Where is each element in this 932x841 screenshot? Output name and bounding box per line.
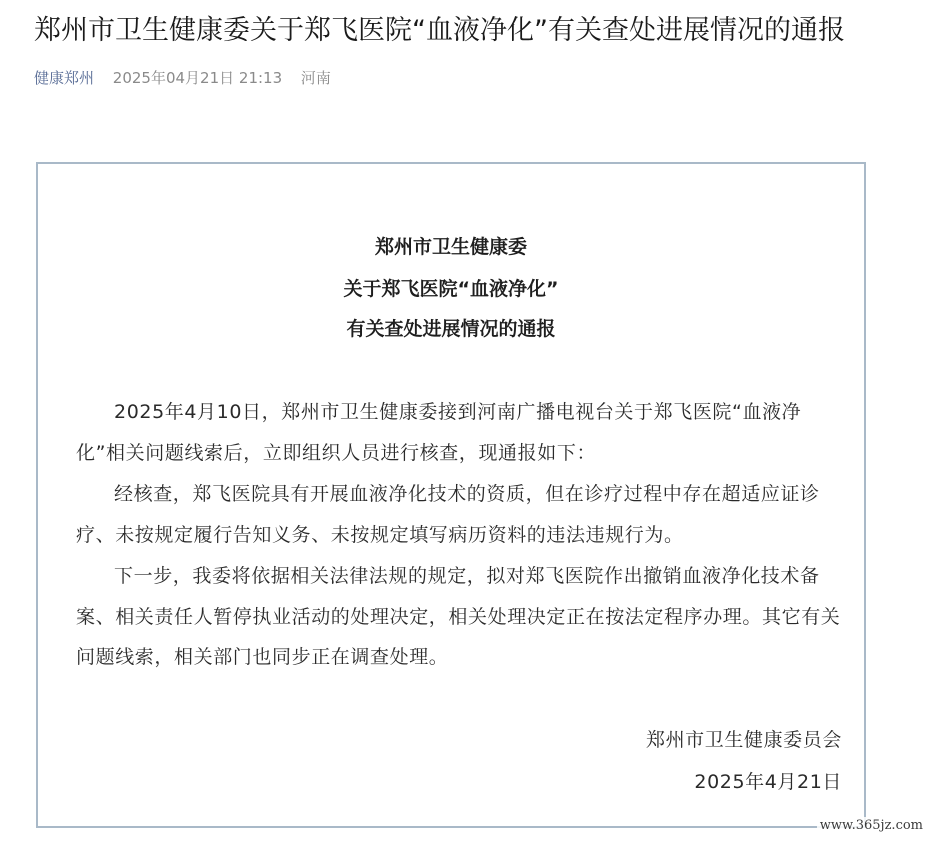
account-name-link[interactable]: 健康郑州	[34, 69, 95, 87]
notice-heading-line-3: 有关查处进展情况的通报	[346, 318, 556, 340]
article-meta	[34, 67, 331, 89]
notice-paragraph-1: 2025年4月10日，郑州市卫生健康委接到河南广播电视台关于郑飞医院“血液净化”相关问题线索后，立即组织人员进行核查，现通报如下：	[76, 401, 802, 464]
notice-paragraph-2: 经核查，郑飞医院具有开展血液净化技术的资质，但在诊疗过程中存在超适应证诊疗、未按规定履行告知义务、未按规定填写病历资料的违法违规行为。	[76, 483, 820, 546]
notice-date: 2025年4月21日	[694, 771, 842, 793]
publish-location: 河南	[300, 69, 331, 87]
publish-datetime: 2025年04月21日 21:13	[112, 69, 283, 87]
article-title: 郑州市卫生健康委关于郑飞医院“血液净化”有关查处进展情况的通报	[34, 15, 845, 46]
notice-heading-line-1: 郑州市卫生健康委	[374, 236, 527, 258]
site-watermark: www.365jz.com	[817, 817, 926, 835]
notice-signature: 郑州市卫生健康委员会	[645, 729, 842, 751]
notice-paragraph-3: 下一步，我委将依据相关法律法规的规定，拟对郑飞医院作出撤销血液净化技术备案、相关责任人暂停执业活动的处理决定，相关处理决定正在按法定程序办理。其它有关问题线索，相关部门也同步正在调查处理。	[76, 565, 841, 668]
notice-heading-line-2: 关于郑飞医院“血液净化”	[343, 278, 559, 300]
notice-image-box	[36, 162, 866, 828]
